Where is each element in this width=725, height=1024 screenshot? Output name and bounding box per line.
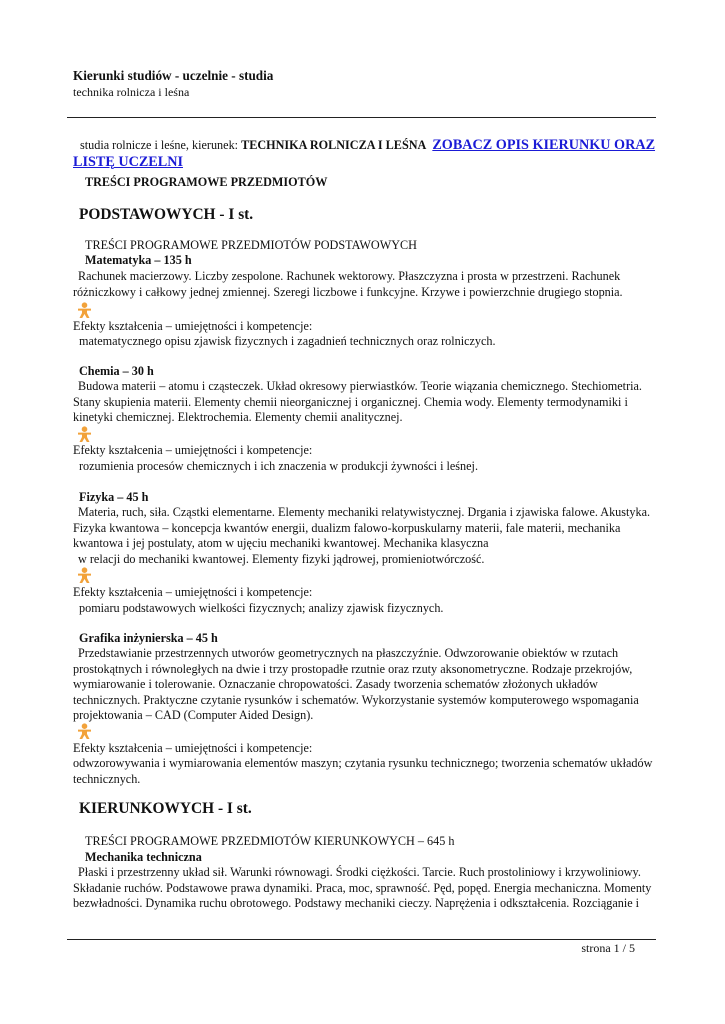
person-icon	[76, 426, 93, 443]
subject-description: Budowa materii – atomu i cząsteczek. Układ okresowy pierwiastków. Teorie wiązania chemicznego. Stechiometria. Stany skupienia materii. Elementy chemii nieorganicznej i organicznej. Chemia wody. Elementy termodynamiki i kinetyki chemicznej. Elektrochemia. Elementy chemii analitycznej.	[73, 379, 642, 425]
person-icon	[76, 302, 93, 319]
person-icon	[76, 567, 93, 584]
header-divider	[67, 117, 656, 118]
intro-prefix: studia rolnicze i leśne, kierunek:	[80, 138, 239, 152]
section-title-kierunkowe: TREŚCI PROGRAMOWE PRZEDMIOTÓW KIERUNKOWYCH – 645 h	[85, 834, 455, 848]
effects-value: rozumienia procesów chemicznych i ich znaczenia w produkcji żywności i leśnej.	[79, 459, 478, 473]
effects-label: Efekty kształcenia – umiejętności i kompetencje:	[73, 585, 313, 599]
section-heading-podstawowe: PODSTAWOWYCH - I st.	[79, 206, 254, 223]
effects-label: Efekty kształcenia – umiejętności i kompetencje:	[73, 319, 313, 333]
subject-description: Przedstawianie przestrzennych utworów geometrycznych na płaszczyźnie. Odwzorowanie obiektów w rzutach prostokątnych i równoległych na dwie i trzy prostopadłe rzutnie oraz rzuty aksonometryczne. Rodzaje przekrojów, wymiarowanie i tolerowanie. Oznaczanie chropowatości. Zasady tworzenia schematów złożonych układów technicznych. Praktyczne czytanie rysunków i schematów. Wykorzystanie systemów komputerowego wspomagania projektowania – CAD (Computer Aided Design).	[73, 646, 639, 723]
effects-value: matematycznego opisu zjawisk fizycznych i zagadnień technicznych oraz rolniczych.	[79, 334, 496, 348]
see-description-link[interactable]: ZOBACZ OPIS KIERUNKU ORAZ	[432, 137, 656, 153]
footer-divider	[67, 939, 656, 940]
effects-value: pomiaru podstawowych wielkości fizycznych; analizy zjawisk fizycznych.	[79, 601, 444, 615]
tresci-heading: TREŚCI PROGRAMOWE PRZEDMIOTÓW	[85, 175, 328, 189]
person-icon	[76, 723, 93, 740]
intro-block	[73, 137, 663, 171]
effects-label: Efekty kształcenia – umiejętności i kompetencje:	[73, 443, 313, 457]
section-heading-kierunkowe: KIERUNKOWYCH - I st.	[79, 800, 252, 817]
subject-description: Materia, ruch, siła. Cząstki elementarne. Elementy mechaniki relatywistycznej. Drgania i zjawiska falowe. Akustyka. Fizyka kwantowa – koncepcja kwantów energii, dualizm falowo-korpuskularny materii, fale materii, mechanika kwantowa i jej postulaty, atom w ujęciu mechaniki kwantowej. Mechanika klasyczna w relacji do mechaniki kwantowej. Elementy fizyki jądrowej, promieniotwórczość.	[73, 505, 651, 566]
subject-name: Chemia – 30 h	[79, 364, 154, 378]
effects-label: Efekty kształcenia – umiejętności i kompetencje:	[73, 741, 313, 755]
subject-description: Rachunek macierzowy. Liczby zespolone. Rachunek wektorowy. Płaszczyzna i prosta w przestrzeni. Rachunek różniczkowy i całkowy jednej zmiennej. Szeregi liczbowe i funkcyjne. Krzywe i powierzchnie drugiego stopnia.	[73, 269, 623, 299]
subject-name: Matematyka – 135 h	[85, 253, 192, 267]
document-subtitle: technika rolnicza i leśna	[73, 85, 190, 99]
effects-value: odwzorowywania i wymiarowania elementów maszyn; czytania rysunku technicznego; tworzenia schematów układów technicznych.	[73, 756, 653, 786]
subject-name: Fizyka – 45 h	[79, 490, 149, 504]
subject-description: Płaski i przestrzenny układ sił. Warunki równowagi. Środki ciężkości. Tarcie. Ruch prostoliniowy i krzywoliniowy. Składanie ruchów. Podstawowe prawa dynamiki. Praca, moc, sprawność. Pęd, popęd. Energia mechaniczna. Momenty bezwładności. Dynamika ruchu obrotowego. Podstawy mechaniki cieczy. Naprężenia i odkształcenia. Rozciąganie i	[73, 865, 652, 911]
page-number: strona 1 / 5	[581, 941, 635, 955]
subject-name: Mechanika techniczna	[85, 850, 202, 864]
document-title: Kierunki studiów - uczelnie - studia	[73, 68, 274, 83]
intro-kierunek: TECHNIKA ROLNICZA I LEŚNA	[241, 138, 427, 152]
see-universities-link[interactable]: LISTĘ UCZELNI	[73, 154, 183, 170]
subject-name: Grafika inżynierska – 45 h	[79, 631, 218, 645]
section-title-podstawowe: TREŚCI PROGRAMOWE PRZEDMIOTÓW PODSTAWOWYCH	[85, 238, 417, 252]
